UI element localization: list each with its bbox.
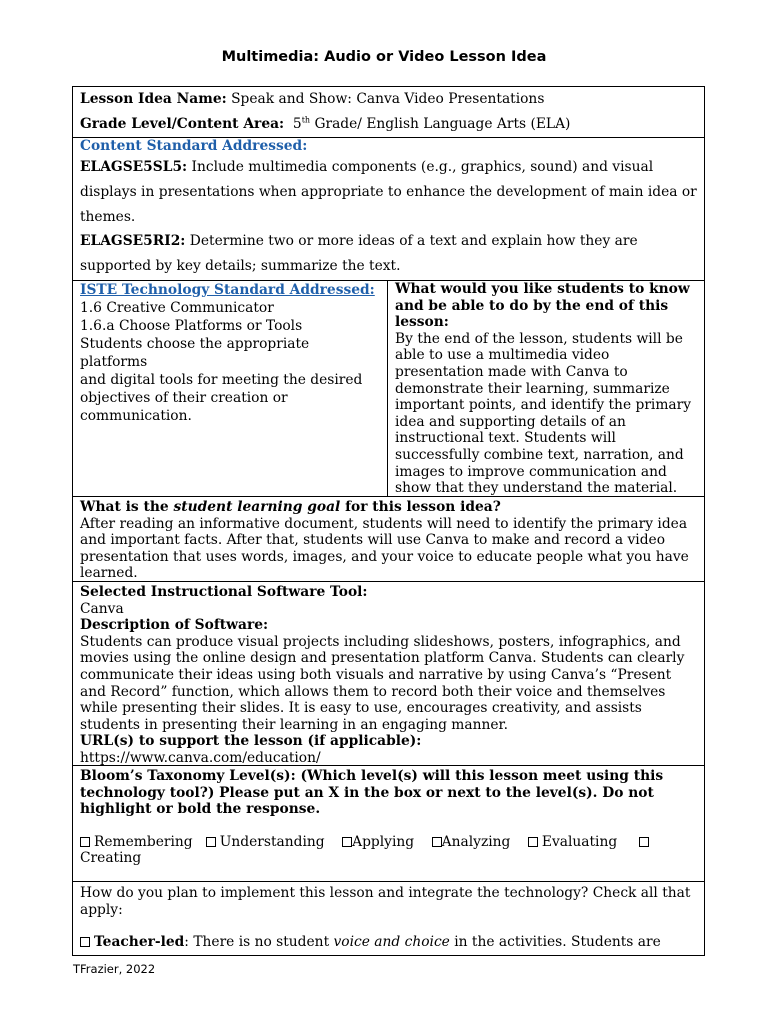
standard-2-code: ELAGSE5RI2: xyxy=(80,233,186,250)
level-label: Evaluating xyxy=(541,833,618,850)
objectives-answer: show that they understand the material. xyxy=(395,480,678,497)
objectives-question: What would you like students to know xyxy=(395,281,690,297)
standard-2-text: supported by key details; summarize the text. xyxy=(80,258,401,275)
iste-line: 1.6 Creative Communicator xyxy=(80,300,274,316)
learning-goal-answer: presentation that uses words, images, and your voice to educate people what you have xyxy=(80,548,689,565)
content-standard-heading: Content Standard Addressed: xyxy=(80,138,308,154)
learning-goal-answer: and important facts. After that, students will use Canva to make and record a video xyxy=(80,532,666,549)
document-title: Multimedia: Audio or Video Lesson Idea xyxy=(221,49,547,65)
teacher-led-label: Teacher-led xyxy=(94,934,185,951)
standard-1 xyxy=(80,155,697,180)
standard-1-text: Include multimedia components (e.g., graphics, sound) and visual xyxy=(191,159,654,175)
level-label: Understanding xyxy=(219,833,325,850)
learning-goal-answer: After reading an informative document, students will need to identify the primary idea xyxy=(80,515,688,532)
url-value[interactable]: https://www.canva.com/education/ xyxy=(80,749,321,766)
software-description-label: Description of Software: xyxy=(80,617,269,634)
learning-goal-row xyxy=(73,497,704,582)
standard-2 xyxy=(80,229,697,254)
objectives-answer: By the end of the lesson, students will be xyxy=(395,330,683,347)
iste-heading: ISTE Technology Standard Addressed: xyxy=(80,282,375,298)
level-label: Creating xyxy=(80,850,142,867)
objectives-answer: instructional text. Students will xyxy=(395,430,616,447)
learning-goal-question xyxy=(80,499,697,516)
implementation-question: How do you plan to implement this lesson and integrate the technology? Check all that xyxy=(80,885,691,901)
standard-1-text: themes. xyxy=(80,208,136,225)
software-description: and Record” function, which allows them to record both their voice and themselves xyxy=(80,683,666,700)
analyzing-checkbox[interactable] xyxy=(432,837,442,847)
objectives-answer: able to use a multimedia video xyxy=(395,347,610,364)
iste-objectives-row xyxy=(73,281,704,497)
iste-line: and digital tools for meeting the desired xyxy=(80,372,363,388)
teacher-led-text: : There is no student xyxy=(184,934,334,951)
iste-line: 1.6.a Choose Platforms or Tools xyxy=(80,318,303,334)
objectives-answer: successfully combine text, narration, and xyxy=(395,446,684,463)
lesson-plan-table xyxy=(72,86,705,956)
software-row xyxy=(73,582,704,766)
objectives-cell xyxy=(388,281,704,496)
lesson-info-row xyxy=(73,87,704,138)
iste-line: objectives of their creation or xyxy=(80,390,288,406)
blooms-question: highlight or bold the response. xyxy=(80,801,321,818)
level-label: Remembering xyxy=(94,833,193,850)
footer-credit: TFrazier, 2022 xyxy=(73,962,156,976)
iste-line: Students choose the appropriate platforms xyxy=(80,336,310,370)
software-tool-value: Canva xyxy=(80,600,124,617)
standard-1-text: displays in presentations when appropriate to enhance the development of main idea or xyxy=(80,183,697,200)
implementation-question: apply: xyxy=(80,901,123,918)
grade-number: 5 xyxy=(292,115,302,132)
lesson-name-line xyxy=(80,87,697,112)
objectives-answer: idea and supporting details of an xyxy=(395,413,626,430)
remembering-checkbox[interactable] xyxy=(80,837,90,847)
iste-cell xyxy=(73,281,388,496)
implementation-row xyxy=(73,882,704,951)
software-description: movies using the online design and presentation platform Canva. Students can clearly xyxy=(80,650,685,667)
grade-value: Grade/ English Language Arts (ELA) xyxy=(310,115,571,132)
objectives-answer: presentation made with Canva to xyxy=(395,363,628,380)
objectives-answer: images to improve communication and xyxy=(395,463,667,480)
goal-question-text: What is the xyxy=(80,499,174,515)
objectives-question: lesson: xyxy=(395,314,449,331)
software-description: while presenting their slides. It is easy to use, encourages creativity, and assists xyxy=(80,700,642,717)
iste-line: communication. xyxy=(80,408,192,424)
software-description: communicate their ideas using both visuals and narrative by using Canva’s “Present xyxy=(80,666,672,683)
objectives-question: and be able to do by the end of this xyxy=(395,297,669,314)
software-tool-label: Selected Instructional Software Tool: xyxy=(80,584,368,600)
goal-question-text: for this lesson idea? xyxy=(340,499,501,515)
url-label: URL(s) to support the lesson (if applicable): xyxy=(80,733,422,750)
evaluating-checkbox[interactable] xyxy=(528,837,538,847)
grade-line xyxy=(80,112,697,137)
level-label: Applying xyxy=(352,833,415,850)
lesson-name-value: Speak and Show: Canva Video Presentations xyxy=(231,91,545,107)
creating-checkbox[interactable] xyxy=(639,837,649,847)
blooms-row xyxy=(73,766,704,882)
objectives-answer: demonstrate their learning, summarize xyxy=(395,380,670,397)
blooms-question: Bloom’s Taxonomy Level(s): (Which level(s) will this lesson meet using this xyxy=(80,768,664,784)
understanding-checkbox[interactable] xyxy=(206,837,216,847)
learning-goal-answer: learned. xyxy=(80,565,138,582)
standard-1-code: ELAGSE5SL5: xyxy=(80,159,188,175)
teacher-led-italic: voice and choice xyxy=(333,934,450,951)
teacher-led-option xyxy=(80,934,697,951)
grade-label: Grade Level/Content Area: xyxy=(80,115,285,132)
objectives-answer: important points, and identify the primary xyxy=(395,397,692,414)
content-standard-row xyxy=(73,138,704,281)
software-description: students in presenting their learning in an engaging manner. xyxy=(80,716,509,733)
level-label: Analyzing xyxy=(441,833,511,850)
lesson-name-label: Lesson Idea Name: xyxy=(80,91,227,107)
teacher-led-checkbox[interactable] xyxy=(80,937,90,947)
blooms-levels xyxy=(80,834,697,851)
applying-checkbox[interactable] xyxy=(342,837,352,847)
goal-question-italic: student learning goal xyxy=(173,499,341,515)
standard-2-text: Determine two or more ideas of a text and explain how they are xyxy=(189,233,638,250)
grade-suffix: th xyxy=(301,114,311,124)
teacher-led-text: in the activities. Students are xyxy=(449,934,661,951)
software-description: Students can produce visual projects including slideshows, posters, infographics, and xyxy=(80,633,681,650)
blooms-question: technology tool?) Please put an X in the box or next to the level(s). Do not xyxy=(80,784,654,801)
